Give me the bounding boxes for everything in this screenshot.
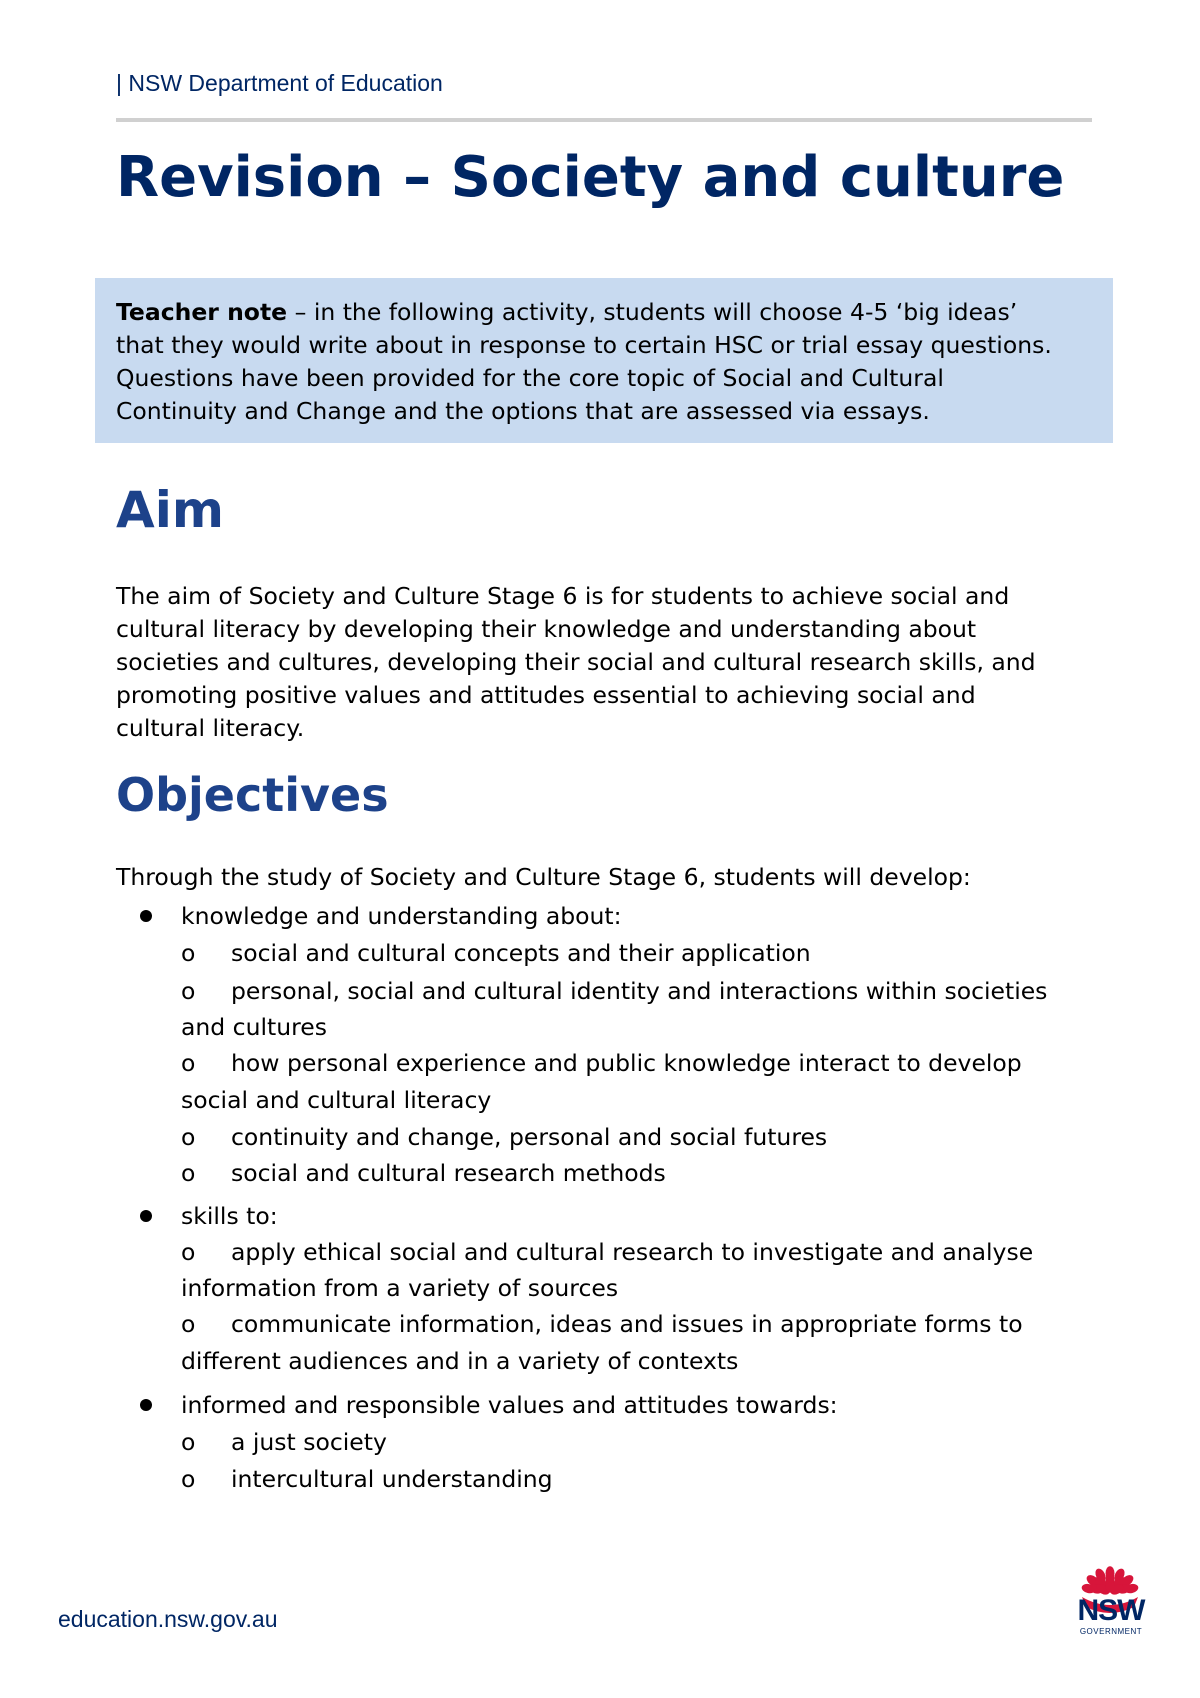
- aim-line: cultural literacy.: [116, 714, 305, 742]
- objective-sub-item: continuity and change, personal and social futures: [231, 1123, 828, 1151]
- objective-sub-item: personal, social and cultural identity and interactions within societies: [231, 977, 1048, 1005]
- teacher-note-line-4: Continuity and Change and the options that are assessed via essays.: [116, 397, 930, 425]
- header-divider: [116, 118, 1092, 122]
- objective-sub-item: how personal experience and public knowledge interact to develop: [231, 1049, 1022, 1077]
- objective-group-label: skills to:: [181, 1202, 278, 1230]
- objective-sub-item: different audiences and in a variety of contexts: [181, 1347, 739, 1375]
- objective-sub-item: communicate information, ideas and issues in appropriate forms to: [231, 1310, 1023, 1338]
- objectives-intro: Through the study of Society and Culture Stage 6, students will develop:: [116, 863, 971, 891]
- aim-line: promoting positive values and attitudes essential to achieving social and: [116, 681, 976, 709]
- footer-url[interactable]: education.nsw.gov.au: [58, 1606, 278, 1632]
- bullet-icon: [140, 1210, 152, 1222]
- aim-heading: Aim: [116, 481, 224, 539]
- objective-sub-item: intercultural understanding: [231, 1465, 553, 1493]
- sub-bullet-icon: o: [181, 1159, 196, 1187]
- aim-line: cultural literacy by developing their knowledge and understanding about: [116, 615, 977, 643]
- teacher-note-text: – in the following activity, students will choose 4-5 ‘big ideas’: [287, 298, 1018, 326]
- bullet-icon: [140, 910, 152, 922]
- teacher-note-line-1: [116, 296, 1092, 329]
- objective-sub-item: information from a variety of sources: [181, 1274, 619, 1302]
- teacher-note-box: [95, 278, 1113, 443]
- aim-line: The aim of Society and Culture Stage 6 is for students to achieve social and: [116, 582, 1010, 610]
- aim-line: societies and cultures, developing their social and cultural research skills, and: [116, 648, 1036, 676]
- objective-sub-item: social and cultural literacy: [181, 1086, 492, 1114]
- sub-bullet-icon: o: [181, 1465, 196, 1493]
- teacher-note-label: Teacher note: [116, 298, 288, 326]
- sub-bullet-icon: o: [181, 977, 196, 1005]
- objective-sub-item: apply ethical social and cultural research to investigate and analyse: [231, 1238, 1034, 1266]
- page-title: Revision – Society and culture: [116, 145, 1065, 210]
- sub-bullet-icon: o: [181, 1310, 196, 1338]
- teacher-note-line-3: Questions have been provided for the core topic of Social and Cultural: [116, 364, 944, 392]
- objective-sub-item: a just society: [231, 1428, 387, 1456]
- sub-bullet-icon: o: [181, 1123, 196, 1151]
- department-header: | NSW Department of Education: [116, 70, 443, 96]
- aim-paragraph: [116, 580, 1106, 745]
- objective-sub-item: social and cultural concepts and their application: [231, 939, 811, 967]
- objective-group-label: knowledge and understanding about:: [181, 902, 622, 930]
- sub-bullet-icon: o: [181, 939, 196, 967]
- objective-sub-item: social and cultural research methods: [231, 1159, 666, 1187]
- sub-bullet-icon: o: [181, 1049, 196, 1077]
- sub-bullet-icon: o: [181, 1238, 196, 1266]
- bullet-icon: [140, 1399, 152, 1411]
- teacher-note-line-2: that they would write about in response to certain HSC or trial essay questions.: [116, 331, 1052, 359]
- logo-government-text: GOVERNMENT: [1079, 1627, 1143, 1636]
- objective-sub-item: and cultures: [181, 1013, 327, 1041]
- sub-bullet-icon: o: [181, 1428, 196, 1456]
- objectives-heading: Objectives: [116, 768, 389, 822]
- objective-group-label: informed and responsible values and attitudes towards:: [181, 1391, 838, 1419]
- logo-nsw-text: NSW: [1077, 1594, 1145, 1627]
